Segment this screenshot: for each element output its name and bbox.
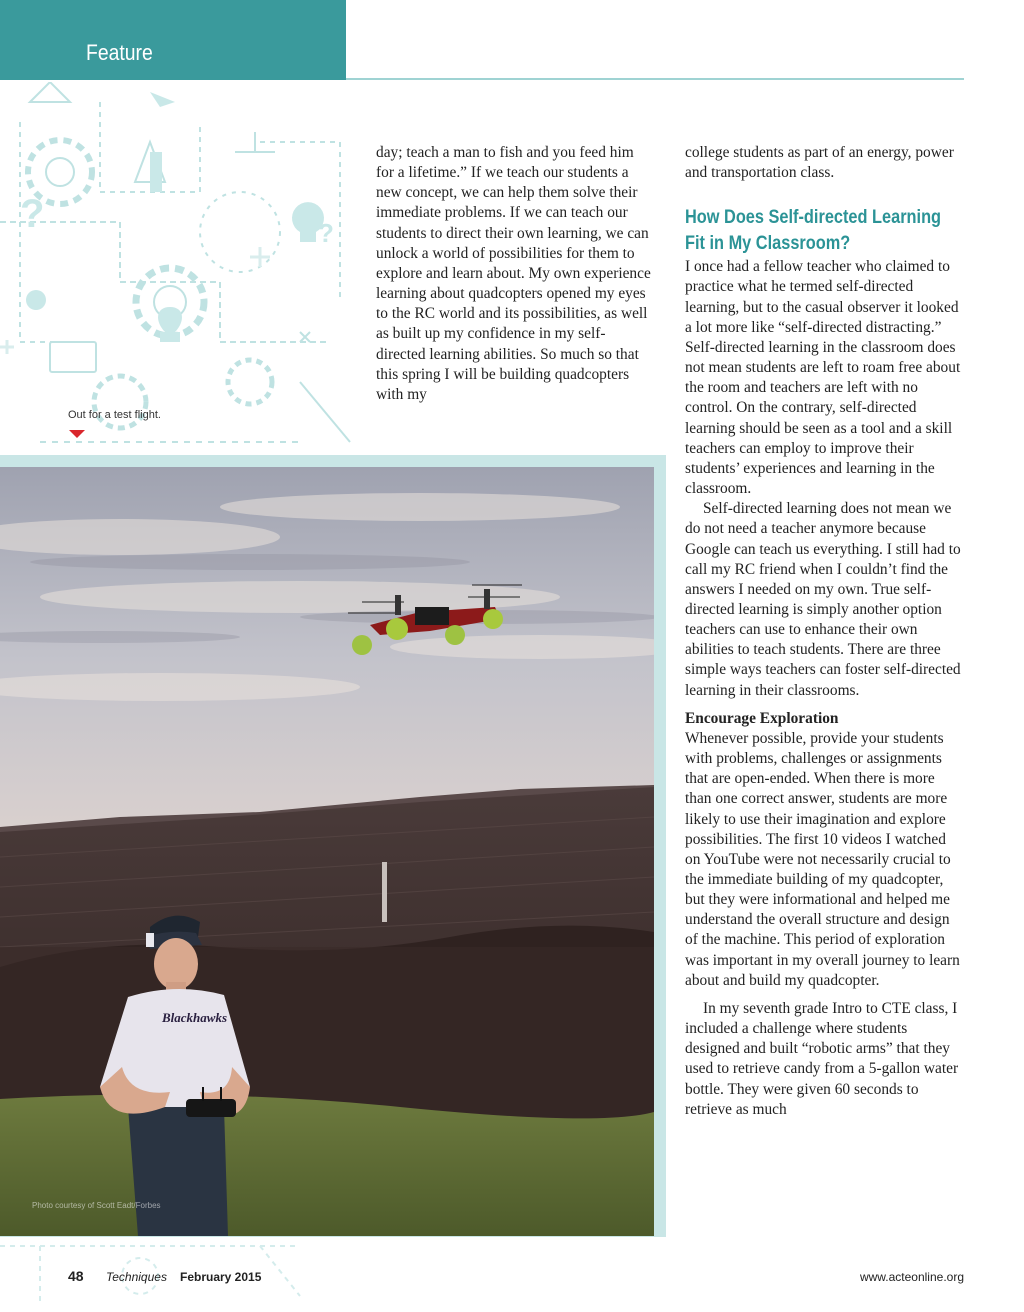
paragraph: In my seventh grade Intro to CTE class, I included a challenge where students designed and built “robotic arms” that they used to retrieve candy from a 5-gallon water bottle. They were given 60 seconds to retrieve as much <box>685 999 959 1118</box>
photo-credit: Photo courtesy of Scott Eadt/Forbes <box>32 1201 161 1210</box>
quadcopter-photo <box>0 467 654 1236</box>
paragraph: day; teach a man to fish and you feed him for a lifetime.” If we teach our students a new concept, we can help them solve their immediate problems. If we can teach our students to direct their own learning, we can unlock a world of possibilities for them to explore and learn about. My own experience learning about quadcopters opened my eyes to the RC world and its possibilities, as well as built up my confidence in my self-directed learning abilities. So much so that this spring I will be building quadcopters with my <box>376 144 651 403</box>
shirt-text: Blackhawks <box>162 1010 228 1025</box>
header-rule <box>346 78 964 80</box>
page-number: 48 <box>68 1268 84 1284</box>
paragraph: I once had a fellow teacher who claimed to practice what he termed self-directed learning, but to the casual observer it looked a lot more like “self-directed distracting.” Self-directed learning in the classroom does not mean students are left to roam free about the room and teachers are left with no control. On the contrary, self-directed learning should be seen as a tool and a skill teachers can employ to improve their students’ experiences and learning in the classroom. <box>685 258 961 498</box>
website-link[interactable]: www.acteonline.org <box>859 1270 964 1284</box>
photo-caption: Out for a test flight. <box>68 409 161 421</box>
subheading: Encourage Exploration <box>685 709 839 727</box>
paragraph: Self-directed learning does not mean we do not need a teacher anymore because Google can teach us everything. I still had to call my RC friend when I couldn’t find the answers I needed on my own. True self-directed learning is simply another option teachers can use to enhance their own abilities to teach students. There are three simple ways teachers can foster self-directed learning in their classrooms. <box>685 500 961 699</box>
section-heading: How Does Self-directed Learning Fit in My Classroom? <box>685 207 942 255</box>
svg-text:?: ? <box>20 192 45 236</box>
article-column-middle <box>376 143 651 405</box>
caption-arrow-icon <box>69 430 85 438</box>
section-label: Feature <box>86 40 153 65</box>
svg-text:?: ? <box>318 218 334 248</box>
paragraph: college students as part of an energy, power and transportation class. <box>685 144 954 182</box>
article-column-right <box>685 143 965 1120</box>
issue-date: February 2015 <box>180 1270 262 1284</box>
publication-name: Techniques <box>106 1270 167 1284</box>
decorative-illustration <box>0 82 370 462</box>
section-tab <box>0 0 346 80</box>
paragraph: Whenever possible, provide your students with problems, challenges or assignments that are open-ended. When there is more than one correct answer, students are more likely to use their imagination and explore possibilities. The first 10 videos I watched on YouTube were not necessarily crucial to the immediate building of my quadcopter, but they were informational and helped me understand the overall structure and design of the machine. This period of exploration was important in my overall journey to learn about and build my quadcopter. <box>685 729 960 989</box>
